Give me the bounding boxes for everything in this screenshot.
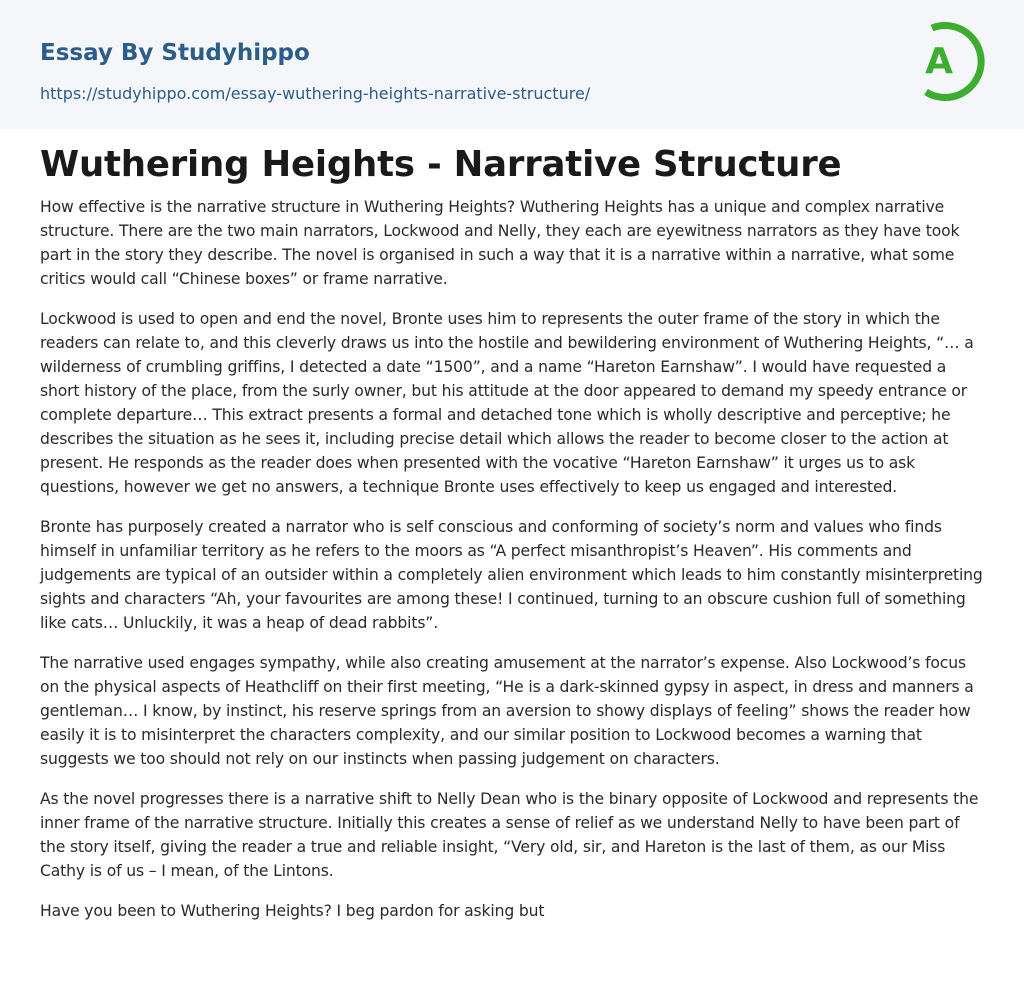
essay-paragraph: The narrative used engages sympathy, while also creating amusement at the narrator’s expense. Also Lockwood’s focus on the physical aspects of Heathcliff on their first meeting, “He is a dark-skinned gypsy in aspect, in dress and manners a gentleman… I know, by instinct, his reserve springs from an aversion to showy displays of feeling” shows the reader how easily it is to misinterpret the characters complexity, and our similar position to Lockwood becomes a warning that suggests we too should not rely on our instincts when passing judgement on characters. [40, 654, 974, 768]
page-url-link[interactable]: https://studyhippo.com/essay-wuthering-heights-narrative-structure/ [40, 84, 591, 103]
essay-paragraph: Bronte has purposely created a narrator who is self conscious and conforming of society’s norm and values who finds himself in unfamiliar territory as he refers to the moors as “A perfect misanthropist’s Heaven”. His comments and judgements are typical of an outsider within a completely alien environment which leads to him constantly misinterpreting sights and characters “Ah, your favourites are among these! I continued, turning to an obscure cushion full of something like cats… Unluckily, it was a heap of dead rabbits”. [40, 518, 983, 632]
essay-paragraph: How effective is the narrative structure in Wuthering Heights? Wuthering Heights has a unique and complex narrative structure. There are the two main narrators, Lockwood and Nelly, they each are eyewitness narrators as they have took part in the story they describe. The novel is organised in such a way that it is a narrative within a narrative, what some critics would call “Chinese boxes” or frame narrative. [40, 198, 960, 288]
site-header [0, 0, 1024, 129]
site-brand[interactable]: Essay By Studyhippo [40, 40, 310, 66]
essay-paragraph: Have you been to Wuthering Heights? I beg pardon for asking but [40, 902, 545, 920]
essay-title: Wuthering Heights - Narrative Structure [40, 144, 842, 185]
ring-logo-icon[interactable] [912, 18, 986, 106]
logo-letter: A [925, 41, 953, 82]
essay-body [40, 195, 984, 939]
essay-paragraph: Lockwood is used to open and end the novel, Bronte uses him to represents the outer frame of the story in which the readers can relate to, and this cleverly draws us into the hostile and bewildering environment of Wuthering Heights, “… a wilderness of crumbling griffins, I detected a date “1500”, and a name “Hareton Earnshaw”. I would have requested a short history of the place, from the surly owner, but his attitude at the door appeared to demand my speedy entrance or complete departure… This extract presents a formal and detached tone which is wholly descriptive and perceptive; he describes the situation as he sees it, including precise detail which allows the reader to become closer to the action at present. He responds as the reader does when presented with the vocative “Hareton Earnshaw” it urges us to ask questions, however we get no answers, a technique Bronte uses effectively to keep us engaged and interested. [40, 310, 974, 496]
essay-paragraph: As the novel progresses there is a narrative shift to Nelly Dean who is the binary opposite of Lockwood and represents the inner frame of the narrative structure. Initially this creates a sense of relief as we understand Nelly to have been part of the story itself, giving the reader a true and reliable insight, “Very old, sir, and Hareton is the last of them, as our Miss Cathy is of us – I mean, of the Lintons. [40, 790, 979, 880]
